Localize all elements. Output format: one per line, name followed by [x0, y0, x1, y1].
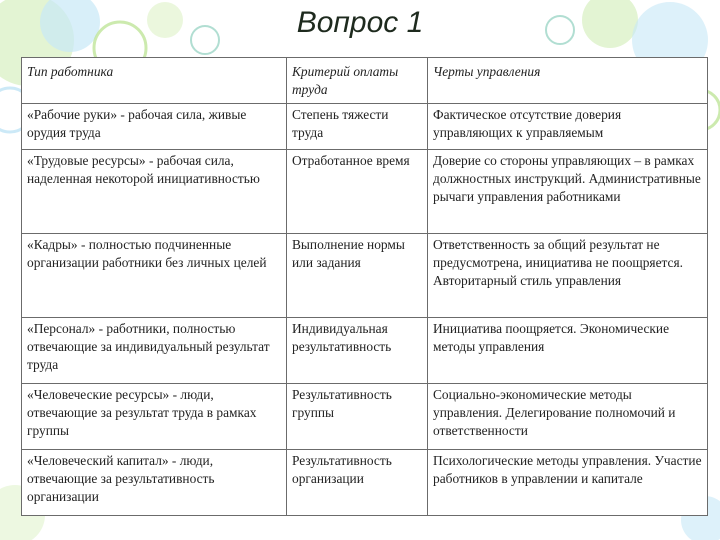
cell-management-traits: Психологические методы управления. Участие работников в управлении и капитале [428, 450, 708, 516]
cell-worker-type: «Персонал» - работники, полностью отвечающие за индивидуальный результат труда [22, 318, 287, 384]
slide-title: Вопрос 1 [296, 6, 424, 39]
cell-pay-criterion: Выполнение нормы или задания [287, 234, 428, 318]
table-row [22, 384, 708, 450]
header-worker-type: Тип работника [22, 58, 287, 104]
table-header-row [22, 58, 708, 104]
table-row [22, 104, 708, 150]
cell-worker-type: «Трудовые ресурсы» - рабочая сила, наделенная некоторой инициативностью [22, 150, 287, 234]
table-row [22, 150, 708, 234]
cell-worker-type: «Кадры» - полностью подчиненные организации работники без личных целей [22, 234, 287, 318]
cell-management-traits: Инициатива поощряется. Экономические методы управления [428, 318, 708, 384]
header-management-traits: Черты управления [428, 58, 708, 104]
cell-management-traits: Ответственность за общий результат не предусмотрена, инициатива не поощряется. Авторитарный стиль управления [428, 234, 708, 318]
cell-worker-type: «Человеческие ресурсы» - люди, отвечающие за результат труда в рамках группы [22, 384, 287, 450]
header-pay-criterion: Критерий оплаты труда [287, 58, 428, 104]
cell-management-traits: Социально-экономические методы управления. Делегирование полномочий и ответственности [428, 384, 708, 450]
table-row [22, 234, 708, 318]
cell-pay-criterion: Результативность группы [287, 384, 428, 450]
cell-pay-criterion: Индивидуальная результативность [287, 318, 428, 384]
cell-worker-type: «Рабочие руки» - рабочая сила, живые орудия труда [22, 104, 287, 150]
worker-types-table [21, 57, 708, 516]
cell-pay-criterion: Степень тяжести труда [287, 104, 428, 150]
cell-management-traits: Доверие со стороны управляющих – в рамках должностных инструкций. Административные рычаги управления работниками [428, 150, 708, 234]
table-row [22, 450, 708, 516]
cell-pay-criterion: Результативность организации [287, 450, 428, 516]
cell-management-traits: Фактическое отсутствие доверия управляющих к управляемым [428, 104, 708, 150]
table-row [22, 318, 708, 384]
cell-pay-criterion: Отработанное время [287, 150, 428, 234]
cell-worker-type: «Человеческий капитал» - люди, отвечающие за результативность организации [22, 450, 287, 516]
